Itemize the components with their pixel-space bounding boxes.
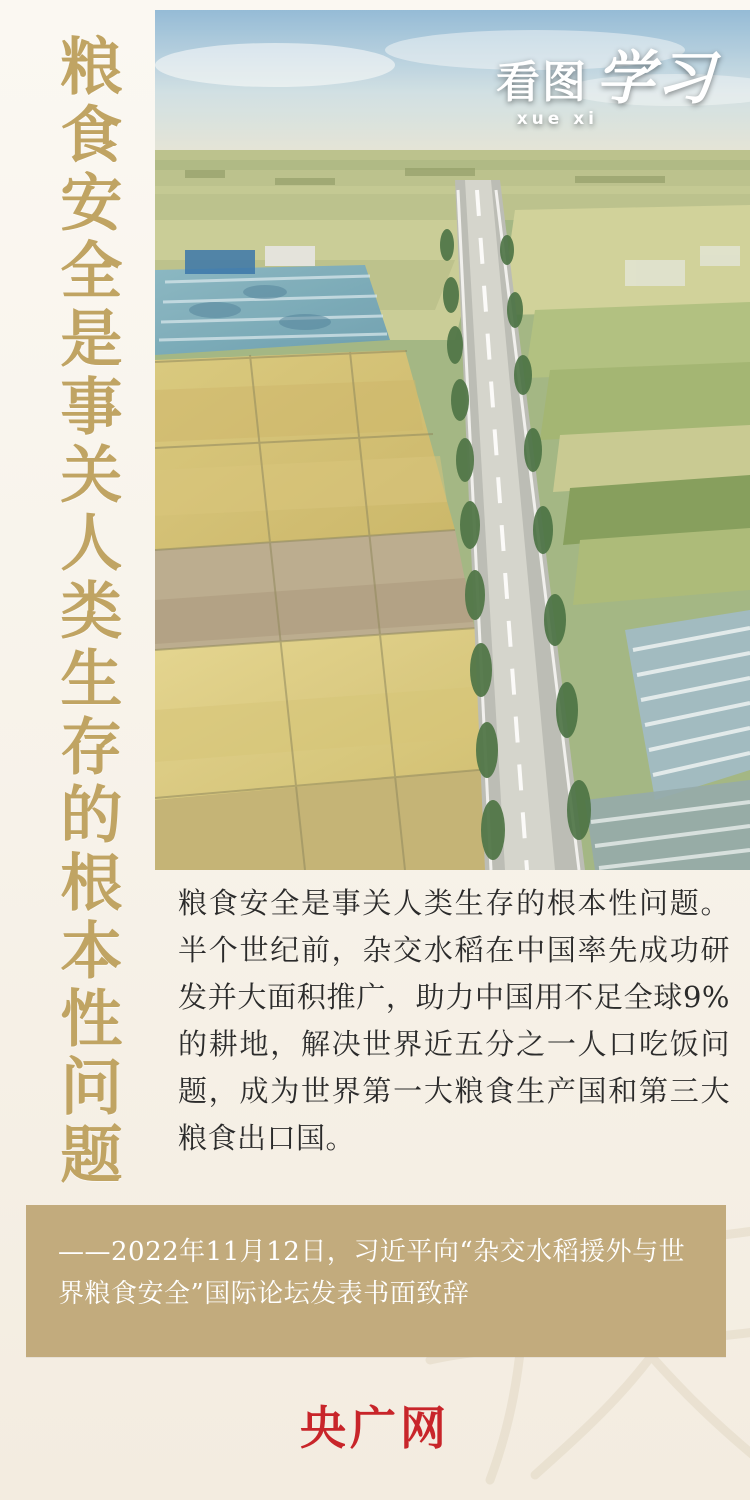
body-paragraph: 粮食安全是事关人类生存的根本性问题。半个世纪前，杂交水稻在中国率先成功研发并大面积推广，助力中国用不足全球9%的耕地，解决世界近五分之一人口吃饭问题，成为世界第一大粮食生产国和第三大粮食出口国。 [178, 886, 730, 1155]
vertical-title-column [30, 34, 142, 1190]
attribution-band [26, 1205, 726, 1357]
attribution-text: ——2022年11月12日，习近平向“杂交水稻援外与世界粮食安全”国际论坛发表书面致辞 [58, 1237, 686, 1310]
logo-xuexi-text: 学习 [595, 44, 716, 112]
logo-pinyin: xue xi [516, 109, 598, 130]
kantu-xuexi-logo [495, 44, 716, 130]
logo-kantu-text: 看图 [495, 57, 588, 109]
footer-brand-logo: 央广网 [300, 1401, 450, 1455]
page-title: 粮食安全是事关人类生存的根本性问题 [49, 34, 123, 1190]
aerial-farmland-illustration [155, 10, 750, 870]
hero-photo [155, 10, 750, 870]
logo-row [495, 44, 716, 112]
